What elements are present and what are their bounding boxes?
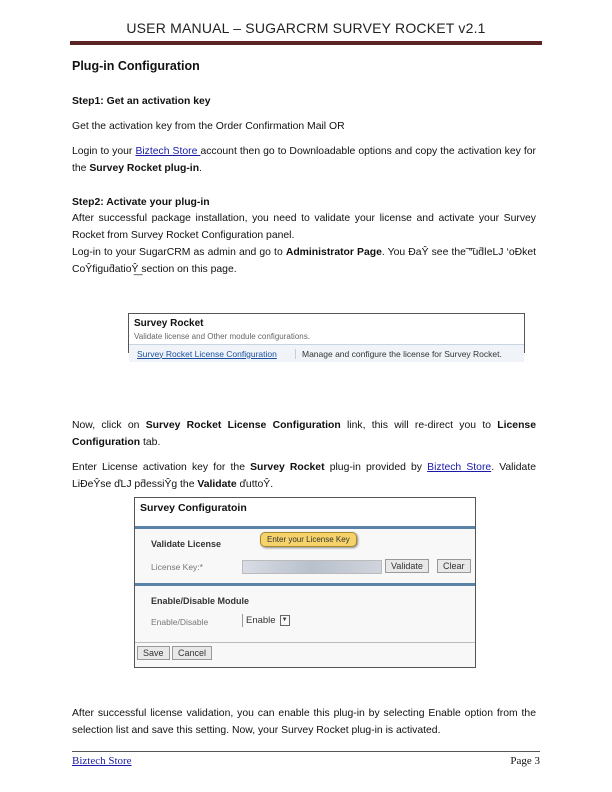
enter-key-para <box>72 459 536 493</box>
step2-login-para <box>72 244 536 278</box>
footer <box>72 751 540 767</box>
step2-title: Step2: Activate your plug-in <box>72 197 210 208</box>
text: Survey Rocket <box>250 462 325 473</box>
survey-config-screenshot <box>134 497 476 668</box>
header-rule <box>70 41 542 45</box>
text: . You ĐaŶ see the ͞“uƌǀeLJ ‘oĐket CoŶfiguƌatioŶ͟ section on this page. <box>72 247 537 275</box>
enable-disable-heading: Enable/Disable Module <box>151 596 250 606</box>
chevron-down-icon: ▼ <box>280 615 290 626</box>
panel-subtitle: Validate license and Other module configurations. <box>134 332 310 341</box>
section-title: Plug-in Configuration <box>72 59 200 73</box>
text: Now, click on <box>72 420 146 431</box>
text: . <box>199 163 202 174</box>
step1-text: Get the activation key from the Order Confirmation Mail OR <box>72 121 345 132</box>
text: . Validate LiĐeŶse ďLJ pƌessiŶg the <box>72 462 536 490</box>
text: Survey Rocket License Configuration <box>145 420 341 431</box>
text: ďuttoŶ. <box>236 479 274 490</box>
admin-panel-screenshot <box>128 313 525 359</box>
validate-button[interactable]: Validate <box>385 559 429 573</box>
step1-login-para <box>72 143 536 177</box>
clear-button[interactable]: Clear <box>437 559 471 573</box>
now-click-para <box>72 417 536 451</box>
text: Administrator Page <box>285 247 382 258</box>
page-number: Page 3 <box>510 755 540 767</box>
text: link, this will re-direct you to <box>340 420 498 431</box>
text: Survey Rocket plug-in <box>89 163 200 174</box>
text: Log-in to your SugarCRM as admin and go to <box>72 247 286 258</box>
save-button[interactable]: Save <box>137 646 170 660</box>
biztech-store-link[interactable]: Biztech Store <box>427 462 492 473</box>
running-header: USER MANUAL – SUGARCRM SURVEY ROCKET v2.1 <box>126 20 486 36</box>
license-key-tooltip: Enter your License Key <box>260 532 357 547</box>
link-description: Manage and configure the license for Survey Rocket. <box>302 348 502 359</box>
footer-biztech-link[interactable]: Biztech Store <box>72 755 132 767</box>
config-title: Survey Configuratoin <box>135 498 475 526</box>
validate-license-heading: Validate License <box>151 539 222 549</box>
text: account then go to Downloadable options and copy the activation key for the <box>72 146 536 174</box>
step1-title: Step1: Get an activation key <box>72 96 211 107</box>
license-key-input[interactable] <box>242 560 382 574</box>
panel-title: Survey Rocket <box>134 318 204 329</box>
text: Validate <box>197 479 237 490</box>
license-key-label: License Key:* <box>151 562 203 572</box>
biztech-store-link[interactable]: Biztech Store <box>135 146 201 157</box>
text: Login to your <box>72 146 136 157</box>
select-value: Enable <box>246 615 276 626</box>
text: plug-in provided by <box>324 462 428 473</box>
text: Enter License activation key for the <box>72 462 251 473</box>
final-para: After successful license validation, you can enable this plug-in by selecting Enable option from the selection list and save this setting. Now, your Survey Rocket plug-in is activated. <box>72 708 536 736</box>
enable-disable-select[interactable] <box>242 614 293 627</box>
enable-disable-label: Enable/Disable <box>151 617 209 627</box>
license-config-link[interactable]: Survey Rocket License Configuration <box>129 349 296 359</box>
step2-para: After successful package installation, you need to validate your license and activate your Survey Rocket from Survey Rocket Configuration panel. <box>72 213 536 241</box>
cancel-button[interactable]: Cancel <box>172 646 212 660</box>
text: License Configuration <box>72 420 536 448</box>
text: tab. <box>140 437 161 448</box>
